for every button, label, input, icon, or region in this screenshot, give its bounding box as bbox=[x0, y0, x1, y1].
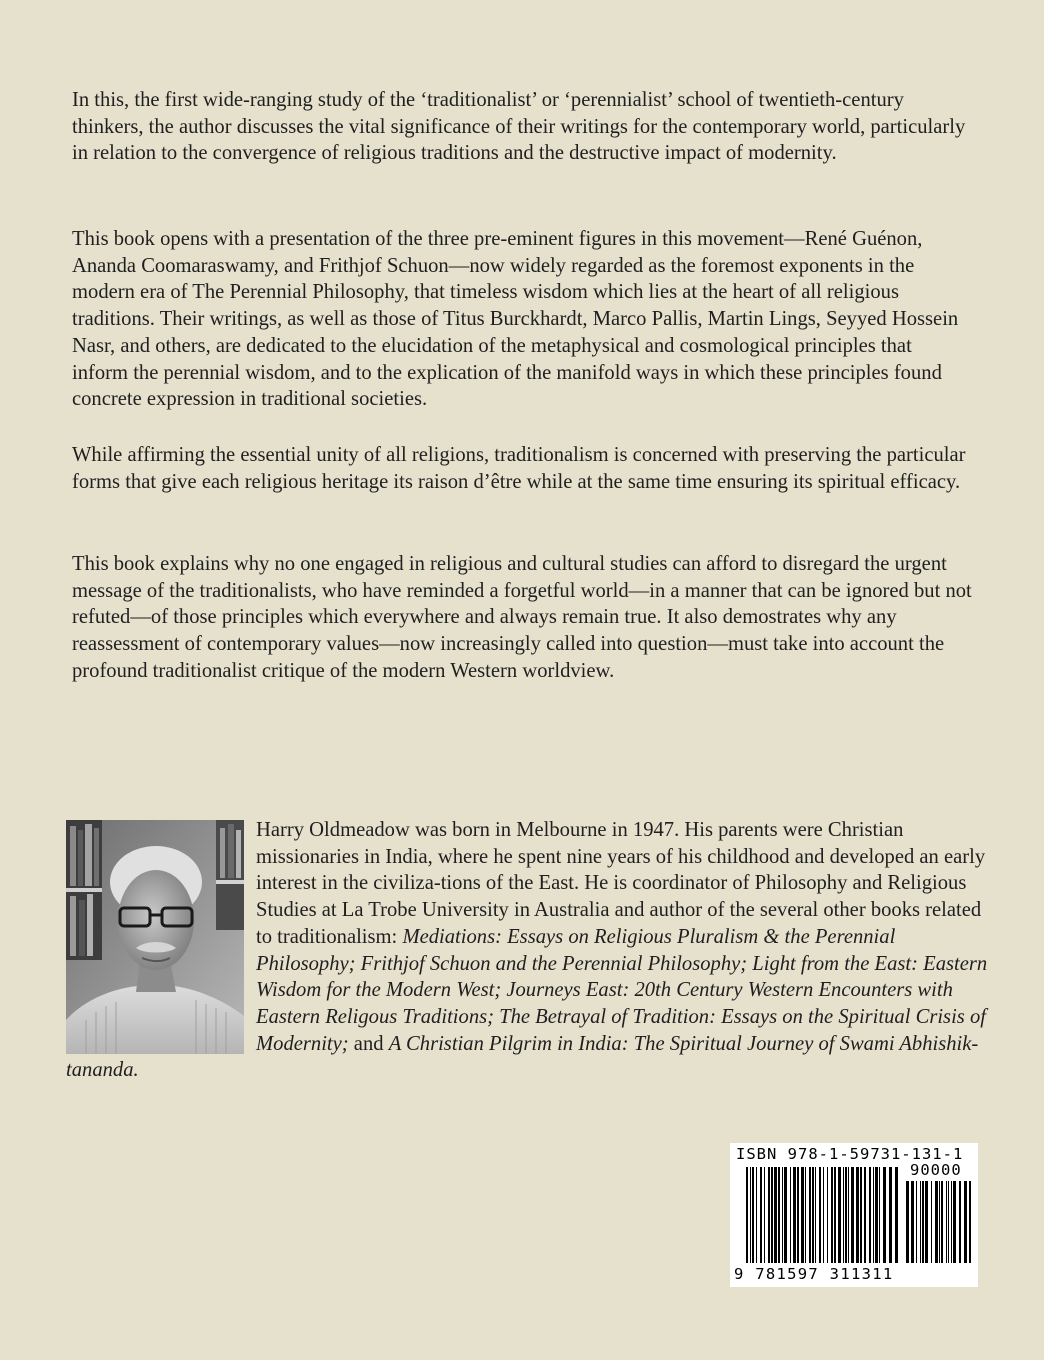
barcode-bar bbox=[939, 1181, 940, 1263]
barcode-bar bbox=[752, 1167, 754, 1263]
barcode-bar bbox=[778, 1167, 780, 1263]
description-paragraph-1: In this, the first wide-ranging study of the ‘traditionalist’ or ‘perennialist’ school of twentieth-century thinkers, the author discusses the vital significance of their writings for the contemporary world, particularly in relation to the convergence of religious traditions and the destructive impact of modernity. bbox=[72, 89, 966, 165]
author-bio-books: Mediations: Essays on Religious Pluralism & the Perennial Philosophy; Frithjof Schuon and the Perennial Philosophy; Light from the East: Eastern Wisdom for the Modern West; Journeys East: 20th Century Western Encounters with Eastern Religous Traditions; The Betrayal of Tradition: Essays on the Spiritual Crisis of Modernity; bbox=[256, 925, 988, 1055]
barcode-bar bbox=[756, 1167, 757, 1263]
barcode-bar bbox=[959, 1181, 961, 1263]
barcode-bar bbox=[771, 1167, 773, 1263]
barcode-bar bbox=[809, 1167, 811, 1263]
barcode-bar bbox=[935, 1181, 938, 1263]
barcode-bar bbox=[948, 1181, 949, 1263]
barcode-bar bbox=[922, 1181, 924, 1263]
barcode-bar bbox=[925, 1181, 928, 1263]
barcode-bar bbox=[834, 1167, 836, 1263]
ean-digits: 9 781597 311311 bbox=[734, 1265, 894, 1283]
barcode-bar bbox=[848, 1167, 849, 1263]
barcode-bar bbox=[869, 1167, 871, 1263]
barcode-bar bbox=[760, 1167, 762, 1263]
barcode-bar bbox=[801, 1167, 804, 1263]
barcode-bar bbox=[827, 1167, 828, 1263]
barcode-bar bbox=[805, 1167, 806, 1263]
price-code: 90000 bbox=[910, 1161, 962, 1179]
barcode-bar bbox=[831, 1167, 833, 1263]
barcode-bar bbox=[953, 1181, 956, 1263]
barcode-bar bbox=[819, 1167, 821, 1263]
barcode-bar bbox=[768, 1167, 770, 1263]
author-bio-intro: Harry Oldmeadow was born in Melbourne in 1947. His parents were Christian missionaries in India, where he spent nine years of his childhood and developed an early interest in the civiliza-tions of the East. He is coordinator of Philosophy and Religious Studies at La Trobe University in Australia and author of the several other books related to traditionalism: bbox=[256, 819, 986, 948]
barcode-bar bbox=[883, 1167, 886, 1263]
barcode-bar bbox=[860, 1167, 862, 1263]
barcode-bar bbox=[875, 1167, 878, 1263]
barcode-bar bbox=[889, 1167, 892, 1263]
barcode-bar bbox=[774, 1167, 777, 1263]
barcode-bar bbox=[911, 1181, 914, 1263]
barcode-bar bbox=[969, 1181, 971, 1263]
barcode-bar bbox=[920, 1181, 921, 1263]
photo-spacer bbox=[66, 817, 256, 1054]
barcode-bar bbox=[784, 1167, 787, 1263]
barcode-bar bbox=[815, 1167, 816, 1263]
description-paragraph-3: While affirming the essential unity of all religions, traditionalism is concerned with preserving the particular forms that give each religious heritage its raison d’être while at the same time ensuring its spiritual efficacy. bbox=[72, 444, 966, 493]
barcode-bar bbox=[764, 1167, 765, 1263]
barcode-bar bbox=[812, 1167, 814, 1263]
description-paragraph-2: This book opens with a presentation of the three pre-eminent figures in this movement—René Guénon, Ananda Coomaraswamy, and Frithjof Schuon—now widely regarded as the foremost exponents in the modern era of The Perennial Philosophy, that timeless wisdom which lies at the heart of all religious traditions. Their writings, as well as those of Titus Burckhardt, Marco Pallis, Martin Lings, Seyyed Hossein Nasr, and others, are dedicated to the elucidation of the metaphysical and cosmological principles that inform the perennial wisdom, and to the explication of the manifold ways in which these principles found concrete expression in traditional societies. bbox=[72, 228, 959, 411]
isbn-label: ISBN 978-1-59731-131-1 bbox=[736, 1145, 964, 1163]
barcode-bar bbox=[838, 1167, 841, 1263]
barcode-bar bbox=[750, 1167, 751, 1263]
barcode-bar bbox=[790, 1167, 791, 1263]
barcode-bar bbox=[916, 1181, 917, 1263]
author-bio-connector: and bbox=[348, 1032, 389, 1055]
barcode-bar bbox=[851, 1167, 854, 1263]
description-paragraph-4: This book explains why no one engaged in religious and cultural studies can afford to disregard the urgent message of the traditionalists, who have reminded a forgetful world—in a manner that can be ignored but not refuted—of those principles which everywhere and always remain true. It also demostrates why any reassessment of contemporary values—now increasingly called into question—must take into account the profound traditionalist critique of the modern Western worldview. bbox=[72, 553, 972, 682]
barcode-bar bbox=[856, 1167, 859, 1263]
barcode-bar bbox=[906, 1181, 909, 1263]
barcode-bar bbox=[931, 1181, 932, 1263]
author-bio-last-book: A Christian Pilgrim in India: The Spiritual Journey of Swami Abhishik- tananda. bbox=[66, 1032, 979, 1082]
barcode-bar bbox=[782, 1167, 783, 1263]
barcode-bar bbox=[845, 1167, 847, 1263]
barcode-bar bbox=[797, 1167, 799, 1263]
barcode-bar bbox=[946, 1181, 947, 1263]
isbn-barcode bbox=[730, 1143, 978, 1287]
barcode-bar bbox=[746, 1167, 748, 1263]
barcode-bar bbox=[941, 1181, 943, 1263]
barcode-bar bbox=[873, 1167, 874, 1263]
barcode-bar bbox=[964, 1181, 967, 1263]
author-bio bbox=[66, 817, 990, 1084]
barcode-bar bbox=[951, 1181, 952, 1263]
barcode-bar bbox=[879, 1167, 880, 1263]
barcode-bar bbox=[843, 1167, 844, 1263]
barcode-bar bbox=[793, 1167, 796, 1263]
barcode-bar bbox=[823, 1167, 824, 1263]
barcode-bar bbox=[864, 1167, 866, 1263]
barcode-bar bbox=[895, 1167, 898, 1263]
